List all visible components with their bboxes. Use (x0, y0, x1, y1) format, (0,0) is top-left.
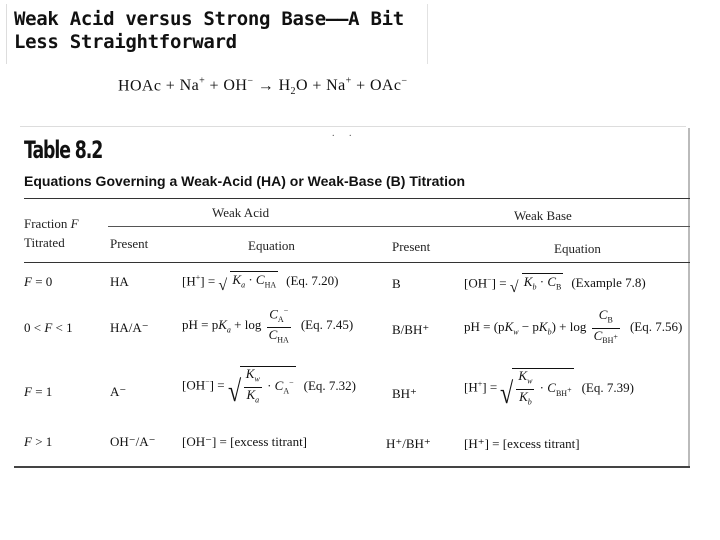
header-bottom-rule (24, 262, 690, 263)
table-top-rule (24, 198, 690, 199)
product-oac: OAc− (369, 76, 408, 95)
product-h2o: $H_2O$ (278, 77, 308, 98)
product-na: Na+ (326, 76, 352, 95)
row2-acid-present: HA/A⁻ (110, 320, 149, 335)
row2-acid-equation: pH = $pK_a + \log$ $\frac{C_A^-}{C_{HA}}$ (Eq. 7.45) (182, 304, 353, 348)
scan-edge-top (20, 126, 686, 127)
header-equation-acid: Equation (248, 238, 295, 253)
row1-base-present: B (392, 276, 401, 291)
header-weak-base: Weak Base (514, 208, 572, 223)
reaction-arrow: → (257, 77, 275, 95)
row2-base-present: B/BH⁺ (392, 322, 430, 337)
row3-acid-present: A⁻ (110, 384, 127, 399)
scan-edge-right (688, 128, 690, 468)
row4-fraction: F > 1 (24, 434, 53, 449)
row1-acid-present: HA (110, 274, 129, 289)
row1-acid-equation: [H+] = √ $K_a \cdot C_{HA}$ (Eq. 7.20) (182, 272, 339, 294)
header-fraction-line2: Titrated (24, 235, 65, 250)
reactant-na: Na+ (179, 76, 206, 95)
row1-fraction: F = 0 (24, 274, 53, 289)
scan-speck: . . (332, 128, 358, 139)
reactant-hoac: HOAc (118, 77, 162, 95)
row3-base-equation: [H+] = √ $\frac{K_w}{K_b}$ · $C_{BH^+}$ (Eq. 7.39) (464, 368, 634, 411)
table-caption: Equations Governing a Weak-Acid (HA) or Weak-Base (B) Titration (24, 173, 466, 189)
row3-acid-equation: [OH−] = √ $\frac{K_w}{K_a}$ · $C_A^-$ (Eq. 7.32) (182, 366, 356, 409)
header-equation-base: Equation (554, 241, 601, 256)
row4-base-present: H⁺/BH⁺ (386, 436, 431, 451)
reactant-oh: OH− (223, 76, 254, 95)
row1-base-equation: [OH−] = √ $K_b \cdot C_B$ (Example 7.8) (464, 274, 646, 296)
header-fraction-line1: Fraction F (24, 216, 79, 231)
row4-acid-equation: [OH⁻] = [excess titrant] (182, 434, 308, 449)
row4-base-equation: [H⁺] = [excess titrant] (464, 436, 580, 451)
slide-title: Weak Acid versus Strong Base——A Bit Less Straightforward (14, 8, 404, 53)
header-present-base: Present (392, 239, 431, 254)
header-weak-acid: Weak Acid (212, 205, 270, 220)
header-present-acid: Present (110, 236, 149, 251)
table-label: Table 8.2 (24, 136, 103, 164)
row2-fraction: 0 < F < 1 (24, 320, 73, 335)
row3-base-present: BH⁺ (392, 386, 417, 401)
row4-acid-present: OH⁻/A⁻ (110, 434, 156, 449)
row2-base-equation: pH = $(pK_w - pK_b) + \log$ $\frac{C_B}{C_{BH^+}}$ (Eq. 7.56) (464, 308, 682, 348)
table-bottom-rule (14, 466, 690, 468)
reaction-equation: HOAc + $Na^+ + OH^- \to H_2O + Na^+ + OAc^-$ (118, 76, 408, 98)
row3-fraction: F = 1 (24, 384, 53, 399)
header-divider-rule (108, 226, 690, 227)
